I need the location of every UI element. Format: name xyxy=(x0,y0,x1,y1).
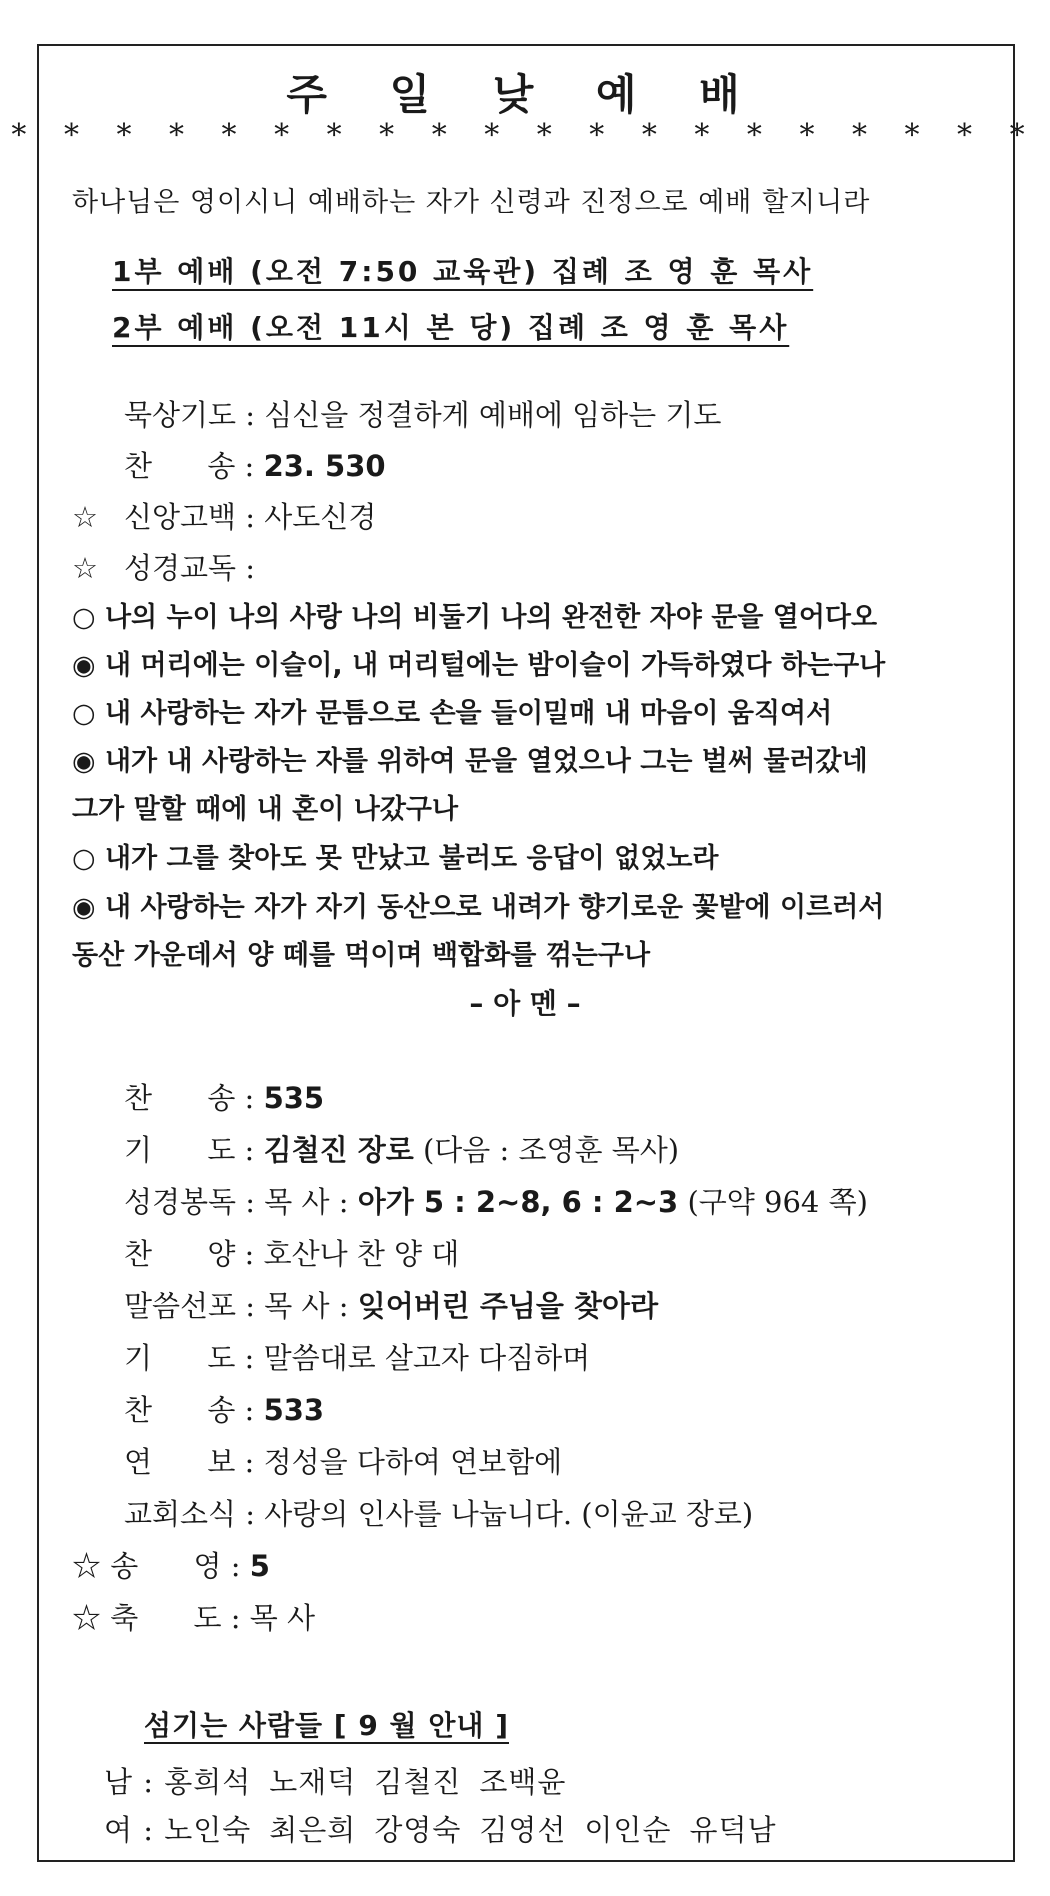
order-hymn-3: 찬 송 : 533 xyxy=(124,1393,325,1427)
star-divider: * * * * * * * * * * * * * * * * * * * * xyxy=(11,118,1039,153)
reading-line: 동산 가운데서 양 떼를 먹이며 백합화를 꺾는구나 xyxy=(72,940,651,971)
order-hymn-opening: 찬 송 : 23. 530 xyxy=(124,449,386,483)
order-offering: 연 보 : 정성을 다하여 연보함에 xyxy=(124,1445,563,1479)
order-sermon: 말씀선포 : 목 사 : 잊어버린 주님을 찾아라 xyxy=(124,1289,659,1323)
order-prayer: 기 도 : 김철진 장로 (다음 : 조영훈 목사) xyxy=(124,1133,680,1167)
servers-heading: 섬기는 사람들 [ 9 월 안내 ] xyxy=(144,1709,509,1742)
service-first: 1부 예배 (오전 7:50 교육관) 집례 조 영 훈 목사 xyxy=(112,255,814,288)
reading-line: ○ 내가 그를 찾아도 못 만났고 불러도 응답이 없었노라 xyxy=(72,843,719,874)
order-doxology: ☆ 송 영 : 5 xyxy=(72,1549,270,1583)
order-news: 교회소식 : 사랑의 인사를 나눕니다. (이윤교 장로) xyxy=(124,1497,754,1531)
reading-line: ◉ 내 머리에는 이슬이, 내 머리털에는 밤이슬이 가득하였다 하는구나 xyxy=(72,650,886,681)
reading-line: ◉ 내 사랑하는 자가 자기 동산으로 내려가 향기로운 꽃밭에 이르러서 xyxy=(72,892,885,923)
amen: – 아 멘 – xyxy=(469,987,581,1020)
servers-women: 여 : 노인숙 최은희 강영숙 김영선 이인순 유덕남 xyxy=(104,1813,777,1847)
order-prayer-2: 기 도 : 말씀대로 살고자 다짐하며 xyxy=(124,1341,591,1375)
order-benediction: ☆ 축 도 : 목 사 xyxy=(72,1601,316,1635)
order-responsive-reading: ☆ 성경교독 : xyxy=(72,551,256,585)
opening-verse: 하나님은 영이시니 예배하는 자가 신령과 진정으로 예배 할지니라 xyxy=(72,187,871,218)
reading-line: 그가 말할 때에 내 혼이 나갔구나 xyxy=(72,794,459,825)
servers-men: 남 : 홍희석 노재덕 김철진 조백윤 xyxy=(104,1765,567,1799)
order-creed: ☆ 신앙고백 : 사도신경 xyxy=(72,500,377,534)
page-title: 주 일 낮 예 배 xyxy=(286,70,764,119)
order-hymn-2: 찬 송 : 535 xyxy=(124,1081,325,1115)
order-meditation: 묵상기도 : 심신을 정결하게 예배에 임하는 기도 xyxy=(124,398,722,432)
order-choir: 찬 양 : 호산나 찬 양 대 xyxy=(124,1237,460,1271)
service-second: 2부 예배 (오전 11시 본 당) 집례 조 영 훈 목사 xyxy=(112,311,790,344)
reading-line: ○ 내 사랑하는 자가 문틈으로 손을 들이밀매 내 마음이 움직여서 xyxy=(72,698,833,729)
order-scripture: 성경봉독 : 목 사 : 아가 5 : 2~8, 6 : 2~3 (구약 964 쪽) xyxy=(124,1185,868,1219)
reading-line: ◉ 내가 내 사랑하는 자를 위하여 문을 열었으나 그는 벌써 물러갔네 xyxy=(72,746,868,777)
reading-line: ○ 나의 누이 나의 사랑 나의 비둘기 나의 완전한 자야 문을 열어다오 xyxy=(72,602,878,633)
